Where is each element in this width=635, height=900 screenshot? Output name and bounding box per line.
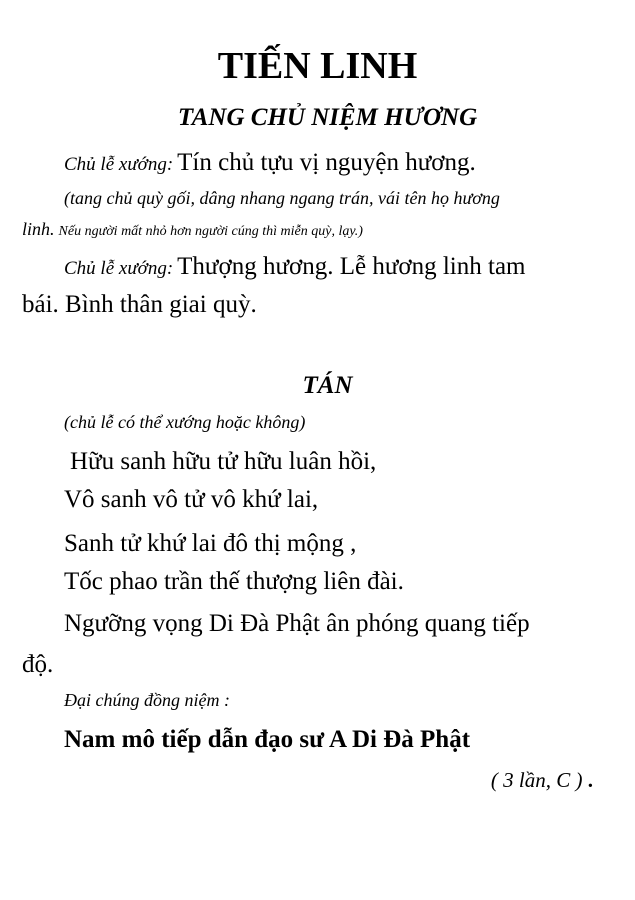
rubric-note-start: linh. <box>22 219 55 239</box>
verse-line: Hữu sanh hữu tử hữu luân hồi, <box>70 448 377 475</box>
instruction-line-2 <box>64 253 525 281</box>
chant-text: Thượng hương. Lễ hương linh tam <box>177 253 526 280</box>
cue-label: Chủ lễ xướng: <box>64 258 174 279</box>
tan-rubric-note: (chủ lễ có thể xướng hoặc không) <box>64 412 306 432</box>
rubric-note-rest: Nếu người mất nhỏ hơn người cúng thì miễn quỳ, lạy.) <box>58 224 363 239</box>
verse-line: Vô sanh vô tử vô khứ lai, <box>64 486 319 513</box>
repeat-count-period: . <box>587 768 593 792</box>
verse-line: Tốc phao trần thế thượng liên đài. <box>64 568 404 595</box>
assembly-cue: Đại chúng đồng niệm : <box>64 690 230 710</box>
verse-line: Sanh tử khứ lai đô thị mộng , <box>64 530 357 557</box>
instruction-line-1 <box>64 149 476 177</box>
verse-line-continuation: độ. <box>22 651 54 678</box>
section-heading-tan: TÁN <box>302 372 353 399</box>
chant-text: Tín chủ tựu vị nguyện hương. <box>177 149 476 176</box>
repeat-count <box>491 768 593 793</box>
refrain-line: Nam mô tiếp dẫn đạo sư A Di Đà Phật <box>64 726 471 753</box>
rubric-note-line-2 <box>22 219 363 240</box>
rubric-note-line-1: (tang chủ quỳ gối, dâng nhang ngang trán, vái tên họ hương <box>64 188 500 208</box>
cue-label: Chủ lễ xướng: <box>64 154 174 175</box>
page-title: TIẾN LINH <box>217 45 418 87</box>
section-heading-niem-huong: TANG CHỦ NIỆM HƯƠNG <box>177 104 478 131</box>
chant-text-continuation: bái. Bình thân giai quỳ. <box>22 291 257 318</box>
repeat-count-text: ( 3 lần, C ) <box>490 768 583 792</box>
verse-line: Ngưỡng vọng Di Đà Phật ân phóng quang tiếp <box>64 610 530 637</box>
